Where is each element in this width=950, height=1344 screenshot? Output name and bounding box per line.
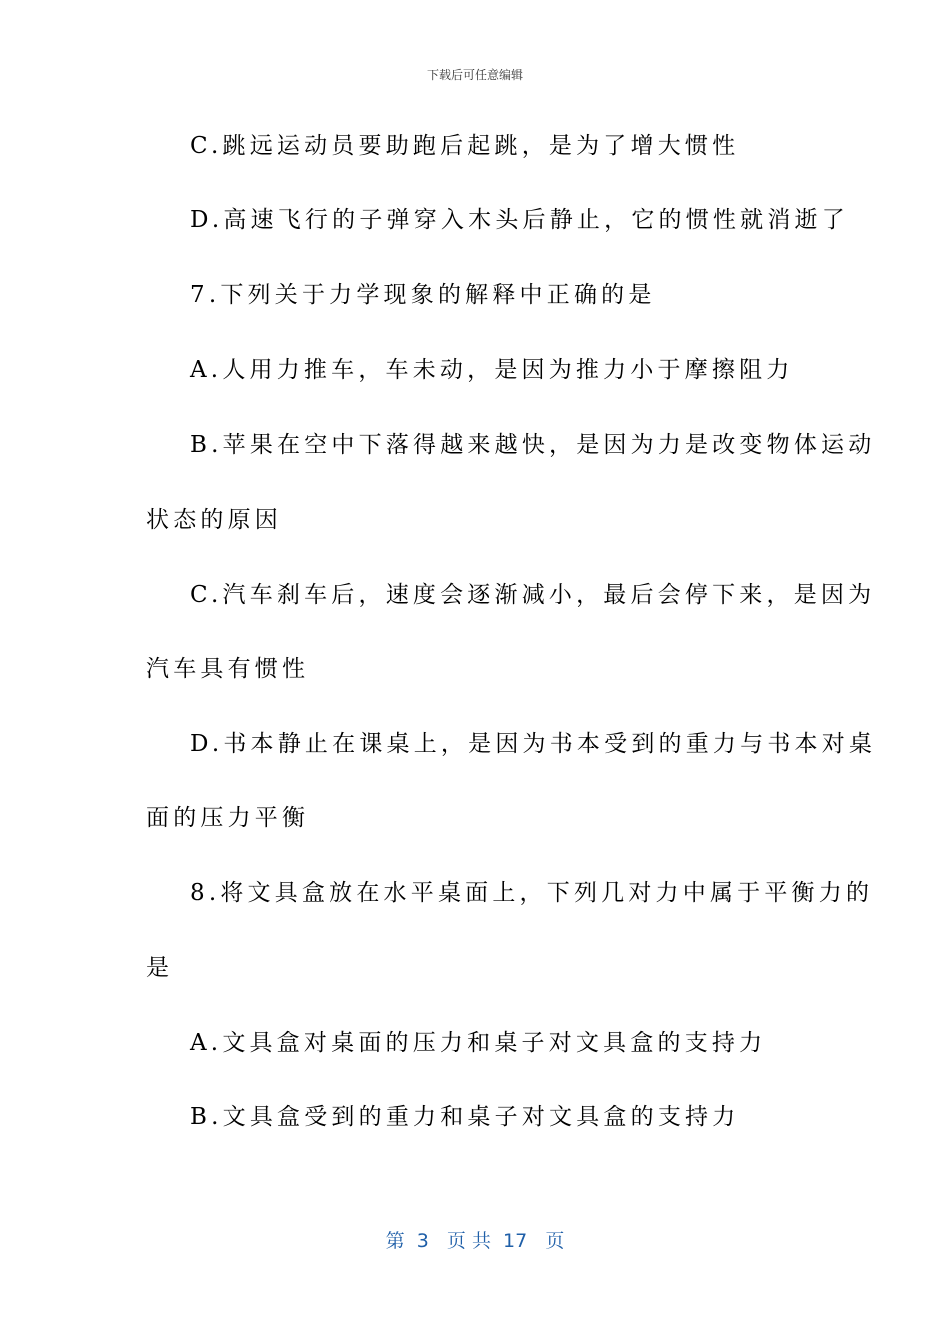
question-8-title-cont: 是 xyxy=(146,955,174,981)
question-8-title: 8.将文具盒放在水平桌面上，下列几对力中属于平衡力的 xyxy=(190,880,874,906)
question-8-option-b: B.文具盒受到的重力和桌子对文具盒的支持力 xyxy=(190,1104,740,1130)
header-note: 下载后可任意编辑 xyxy=(426,68,523,82)
question-7-option-b-cont: 状态的原因 xyxy=(146,507,282,533)
text-line: D.高速飞行的子弹穿入木头后静止，它的惯性就消逝了 xyxy=(190,207,849,233)
text-line: C.跳远运动员要助跑后起跳，是为了增大惯性 xyxy=(190,133,740,159)
question-7-option-a: A.人用力推车，车未动，是因为推力小于摩擦阻力 xyxy=(190,357,794,383)
question-7-option-b: B.苹果在空中下落得越来越快，是因为力是改变物体运动 xyxy=(190,432,876,458)
question-7-option-d-cont: 面的压力平衡 xyxy=(146,805,310,831)
question-8-option-a: A.文具盒对桌面的压力和桌子对文具盒的支持力 xyxy=(190,1030,767,1056)
question-7-option-d: D.书本静止在课桌上，是因为书本受到的重力与书本对桌 xyxy=(190,731,877,757)
question-7-title: 7.下列关于力学现象的解释中正确的是 xyxy=(190,282,656,308)
page-number-footer: 第 3 页 共 17 页 xyxy=(385,1230,565,1252)
question-7-option-c: C.汽车刹车后，速度会逐渐减小，最后会停下来，是因为 xyxy=(190,582,876,608)
question-7-option-c-cont: 汽车具有惯性 xyxy=(146,656,310,682)
